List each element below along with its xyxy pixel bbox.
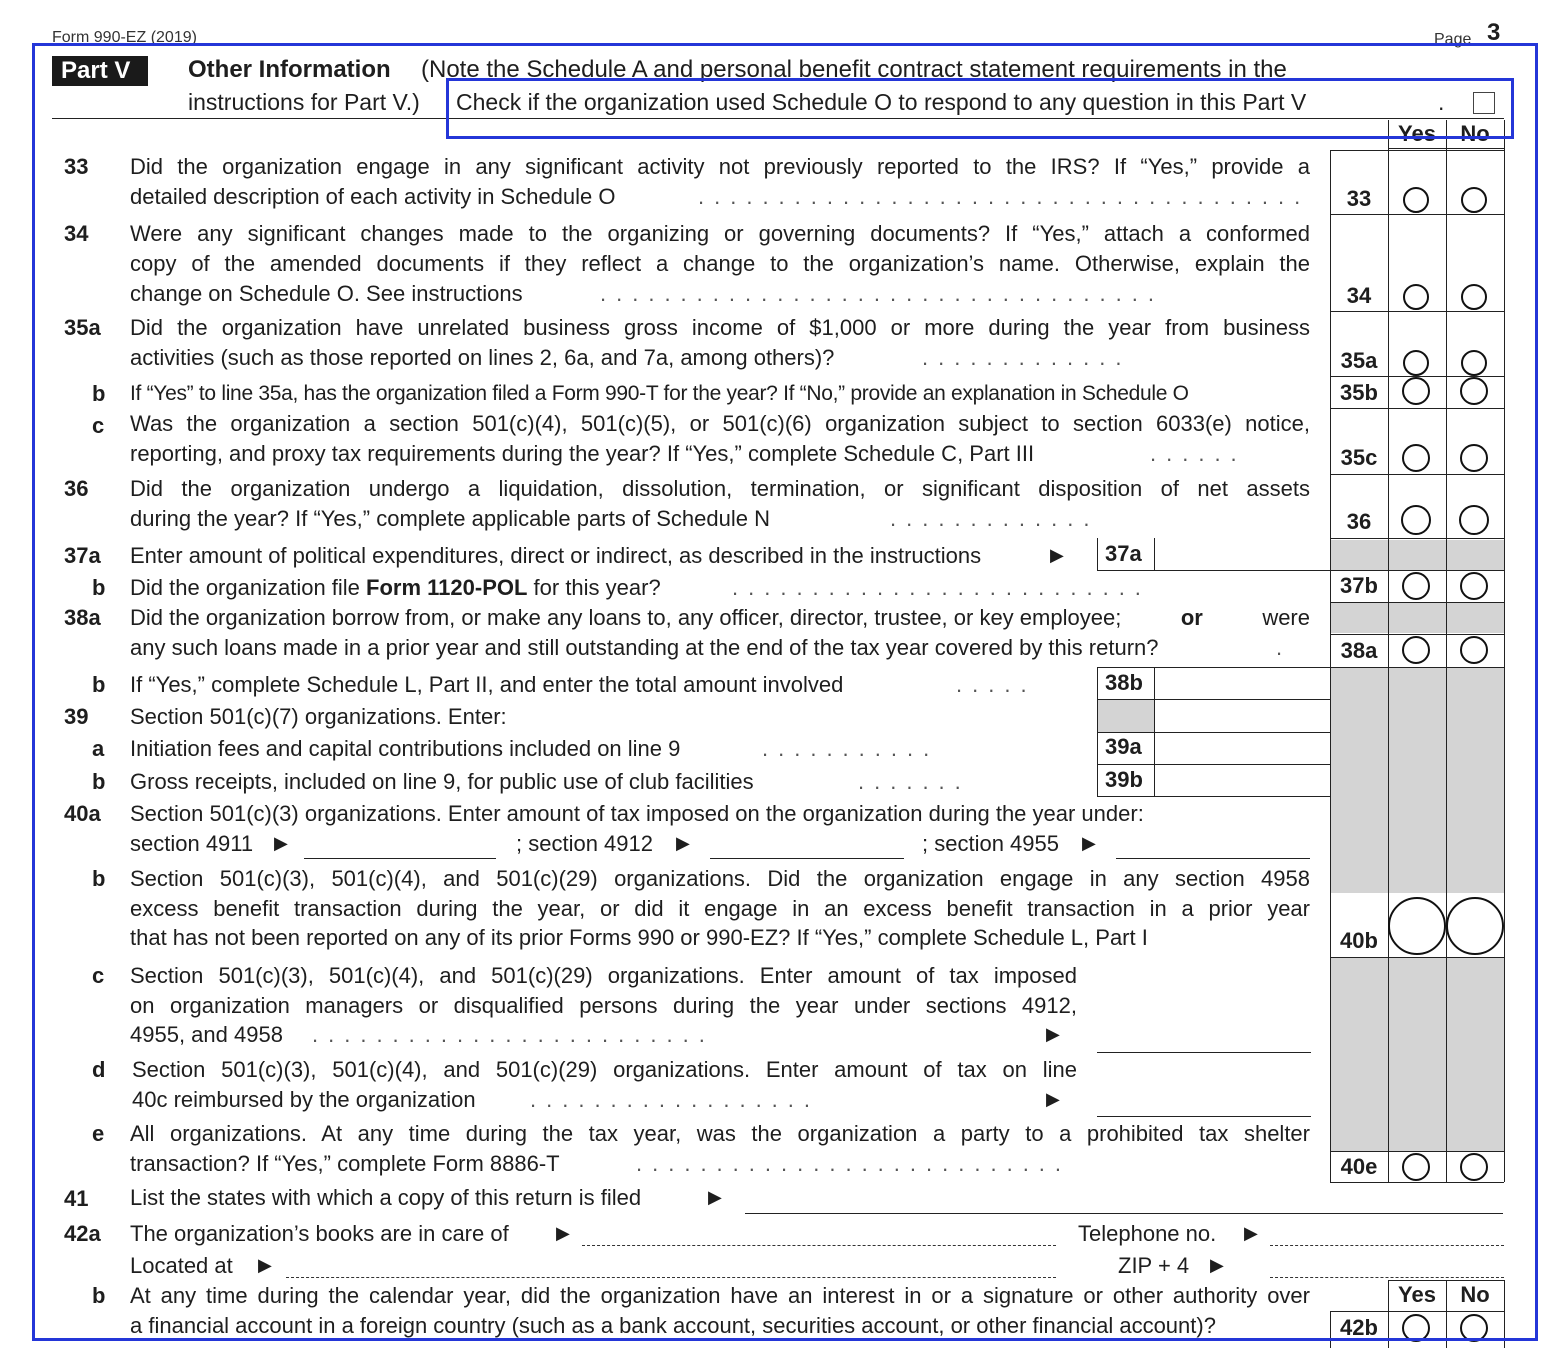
line-34-text-2: copy of the amended documents if they reflect a change to the organization’s name. Otherwise, explain the: [130, 251, 1310, 276]
line-35b-text: If “Yes” to line 35a, has the organization filed a Form 990-T for the year? If “No,” provide an explanation in Schedule O: [130, 382, 1189, 405]
box-label-39a: 39a: [1105, 734, 1142, 759]
line-40b-text: Section 501(c)(3), 501(c)(4), and 501(c)(29) organizations. Did the organization engage in any section 4958: [130, 866, 1310, 891]
leader-40d: ..................: [530, 1087, 821, 1112]
arrow-42a-books: ▶: [556, 1223, 570, 1243]
line-38b-letter: b: [92, 672, 106, 697]
box-label-39b: 39b: [1105, 767, 1143, 792]
leader-36: .............: [890, 506, 1100, 531]
line-40d-letter: d: [92, 1057, 106, 1082]
box-label-35c: 35c: [1340, 445, 1378, 470]
line-40a-s4955: ; section 4955: [922, 831, 1059, 856]
line-42a-zip: ZIP + 4: [1118, 1253, 1190, 1278]
line-35a-number: 35a: [64, 315, 101, 340]
line-40a-number: 40a: [64, 801, 101, 826]
line-33-number: 33: [64, 154, 89, 179]
line-42b-text-2: a financial account in a foreign country (such as a bank account, securities account, or other financial account)?: [130, 1313, 1216, 1338]
line-40a-s4911: section 4911: [130, 831, 254, 856]
page-number: 3: [1487, 19, 1501, 46]
line-40d-text-2: 40c reimbursed by the organization: [132, 1087, 476, 1112]
arrow-4912: ▶: [676, 833, 690, 853]
leader-39b: .......: [858, 769, 971, 794]
box-label-40e: 40e: [1340, 1154, 1378, 1179]
line-35b-letter: b: [92, 381, 106, 406]
line-42a-number: 42a: [64, 1221, 101, 1246]
line-40c-letter: c: [92, 963, 105, 988]
highlight-schedule-o-check: [446, 78, 1514, 139]
box-label-35a: 35a: [1340, 348, 1378, 373]
line-39a-text: Initiation fees and capital contributions included on line 9: [130, 736, 681, 761]
line-34-text: Were any significant changes made to the organizing or governing documents? If “Yes,” attach a conformed: [130, 221, 1310, 246]
line-38b-text: If “Yes,” complete Schedule L, Part II, and enter the total amount involved: [130, 672, 844, 697]
page-label: Page: [1434, 31, 1472, 48]
part-note-line1: (Note the Schedule A and personal benefit contract statement requirements in the: [421, 56, 1287, 83]
line-40c-text-2: on organization managers or disqualified persons during the year under sections 4912,: [130, 993, 1077, 1018]
line-42b-text: At any time during the calendar year, did the organization have an interest in or a signature or other authority over: [130, 1283, 1310, 1308]
arrow-40d: ▶: [1046, 1089, 1060, 1109]
highlight-part-v-region: [32, 43, 1538, 1341]
line-40e-letter: e: [92, 1121, 105, 1146]
arrow-4911: ▶: [274, 833, 288, 853]
line-39b-text: Gross receipts, included on line 9, for public use of club facilities: [130, 769, 754, 794]
line-37a-text: Enter amount of political expenditures, direct or indirect, as described in the instructions: [130, 543, 982, 568]
line-37a-arrow: ▶: [1050, 545, 1064, 565]
line-38a-text-pre: Did the organization borrow from, or make any loans to, any officer, director, trustee, or key employee;: [130, 605, 1122, 630]
line-40a-s4912: ; section 4912: [516, 831, 653, 856]
line-39-text: Section 501(c)(7) organizations. Enter:: [130, 704, 507, 729]
arrow-42a-located: ▶: [258, 1255, 272, 1275]
line-37a-number: 37a: [64, 543, 101, 568]
line-38a-number: 38a: [64, 605, 101, 630]
line-37b-text-bold: Form 1120-POL: [366, 575, 528, 600]
leader-35c: ......: [1150, 441, 1247, 466]
leader-35a: .............: [922, 345, 1132, 370]
box-label-38b: 38b: [1105, 670, 1143, 695]
leader-38b: .....: [956, 672, 1037, 697]
arrow-42a-zip: ▶: [1210, 1255, 1224, 1275]
line-34-text-3: change on Schedule O. See instructions: [130, 281, 523, 306]
line-40d-text: Section 501(c)(3), 501(c)(4), and 501(c)(29) organizations. Enter amount of tax on line: [132, 1057, 1077, 1082]
line-42a-telephone: Telephone no.: [1078, 1221, 1217, 1246]
check-leader-dots: .: [1438, 89, 1445, 115]
line-36-number: 36: [64, 476, 89, 501]
line-40e-text-2: transaction? If “Yes,” complete Form 8886-T: [130, 1151, 560, 1176]
line-35c-letter: c: [92, 413, 105, 438]
line-36-text: Did the organization undergo a liquidation, dissolution, termination, or significant disposition of net assets: [130, 476, 1310, 501]
box-label-36: 36: [1346, 509, 1372, 534]
schedule-o-check-text: Check if the organization used Schedule O to respond to any question in this Part V: [456, 89, 1307, 115]
line-35c-text-2: reporting, and proxy tax requirements during the year? If “Yes,” complete Schedule C, Part III: [130, 441, 1035, 466]
leader-40e: ...........................: [636, 1151, 1072, 1176]
line-33-text: Did the organization engage in any significant activity not previously reported to the IRS? If “Yes,” provide a: [130, 154, 1310, 179]
line-40b-text-3: that has not been reported on any of its prior Forms 990 or 990-EZ? If “Yes,” complete Schedule L, Part I: [130, 925, 1148, 950]
part-title: Other Information: [188, 56, 391, 83]
box-label-40b: 40b: [1340, 928, 1378, 953]
part-badge-label: Part V: [61, 57, 131, 84]
arrow-4955: ▶: [1082, 833, 1096, 853]
col-yes-header: Yes: [1398, 121, 1436, 146]
leader-34: ...................................: [600, 281, 1164, 306]
line-35a-text-2: activities (such as those reported on lines 2, 6a, and 7a, among others)?: [130, 345, 835, 370]
leader-38a: .: [1276, 635, 1283, 660]
line-34-number: 34: [64, 221, 89, 246]
line-40e-text: All organizations. At any time during the tax year, was the organization a party to a prohibited tax shelter: [130, 1121, 1310, 1146]
line-33-text-2: detailed description of each activity in Schedule O: [130, 184, 616, 209]
box-label-35b: 35b: [1340, 380, 1378, 405]
col-no-header-42b: No: [1460, 1282, 1490, 1307]
line-40a-text: Section 501(c)(3) organizations. Enter amount of tax imposed on the organization during the year under:: [130, 801, 1144, 826]
leader-39a: ...........: [762, 736, 940, 761]
box-label-33: 33: [1346, 186, 1372, 211]
part-note-line2: instructions for Part V.): [188, 89, 420, 115]
line-39a-letter: a: [92, 736, 105, 761]
line-39-number: 39: [64, 704, 89, 729]
box-label-34: 34: [1346, 283, 1372, 308]
line-39b-letter: b: [92, 769, 106, 794]
box-label-42b: 42b: [1340, 1315, 1378, 1340]
line-37b-letter: b: [92, 575, 106, 600]
line-40b-text-2: excess benefit transaction during the year, or did it engage in an excess benefit transaction in a prior year: [130, 896, 1310, 921]
line-38a-text-2: any such loans made in a prior year and still outstanding at the end of the tax year covered by this return?: [130, 635, 1159, 660]
line-42a-located: Located at: [130, 1253, 233, 1278]
line-42b-letter: b: [92, 1283, 106, 1308]
line-35a-text: Did the organization have unrelated business gross income of $1,000 or more during the year from business: [130, 315, 1310, 340]
box-label-37a: 37a: [1105, 541, 1142, 566]
leader-33: ......................................: [698, 184, 1311, 209]
box-label-38a: 38a: [1340, 638, 1378, 663]
line-36-text-2: during the year? If “Yes,” complete applicable parts of Schedule N: [130, 506, 770, 531]
col-no-header: No: [1460, 121, 1490, 146]
arrow-42a-telephone: ▶: [1244, 1223, 1258, 1243]
line-38a-text-bold: or: [1180, 605, 1203, 630]
line-38a-text-post: were: [1262, 605, 1310, 630]
leader-40c: .........................: [312, 1022, 715, 1047]
box-label-37b: 37b: [1340, 573, 1378, 598]
line-35c-text: Was the organization a section 501(c)(4), 501(c)(5), or 501(c)(6) organization subject to section 6033(e) notice,: [130, 411, 1310, 436]
line-41-number: 41: [64, 1186, 89, 1211]
line-42a-text: The organization’s books are in care of: [130, 1221, 509, 1246]
line-40c-text-3: 4955, and 4958: [130, 1022, 283, 1047]
line-40c-text: Section 501(c)(3), 501(c)(4), and 501(c)(29) organizations. Enter amount of tax imposed: [130, 963, 1077, 988]
line-40b-letter: b: [92, 866, 106, 891]
col-yes-header-42b: Yes: [1398, 1282, 1436, 1307]
line-41-text: List the states with which a copy of this return is filed: [130, 1185, 642, 1210]
arrow-41: ▶: [708, 1187, 722, 1207]
line-37b-text-post: for this year?: [527, 575, 661, 600]
arrow-40c: ▶: [1046, 1024, 1060, 1044]
leader-37b: ..........................: [732, 575, 1151, 600]
line-37b-text-pre: Did the organization file: [130, 575, 367, 600]
form-id: Form 990-EZ (2019): [52, 29, 197, 46]
